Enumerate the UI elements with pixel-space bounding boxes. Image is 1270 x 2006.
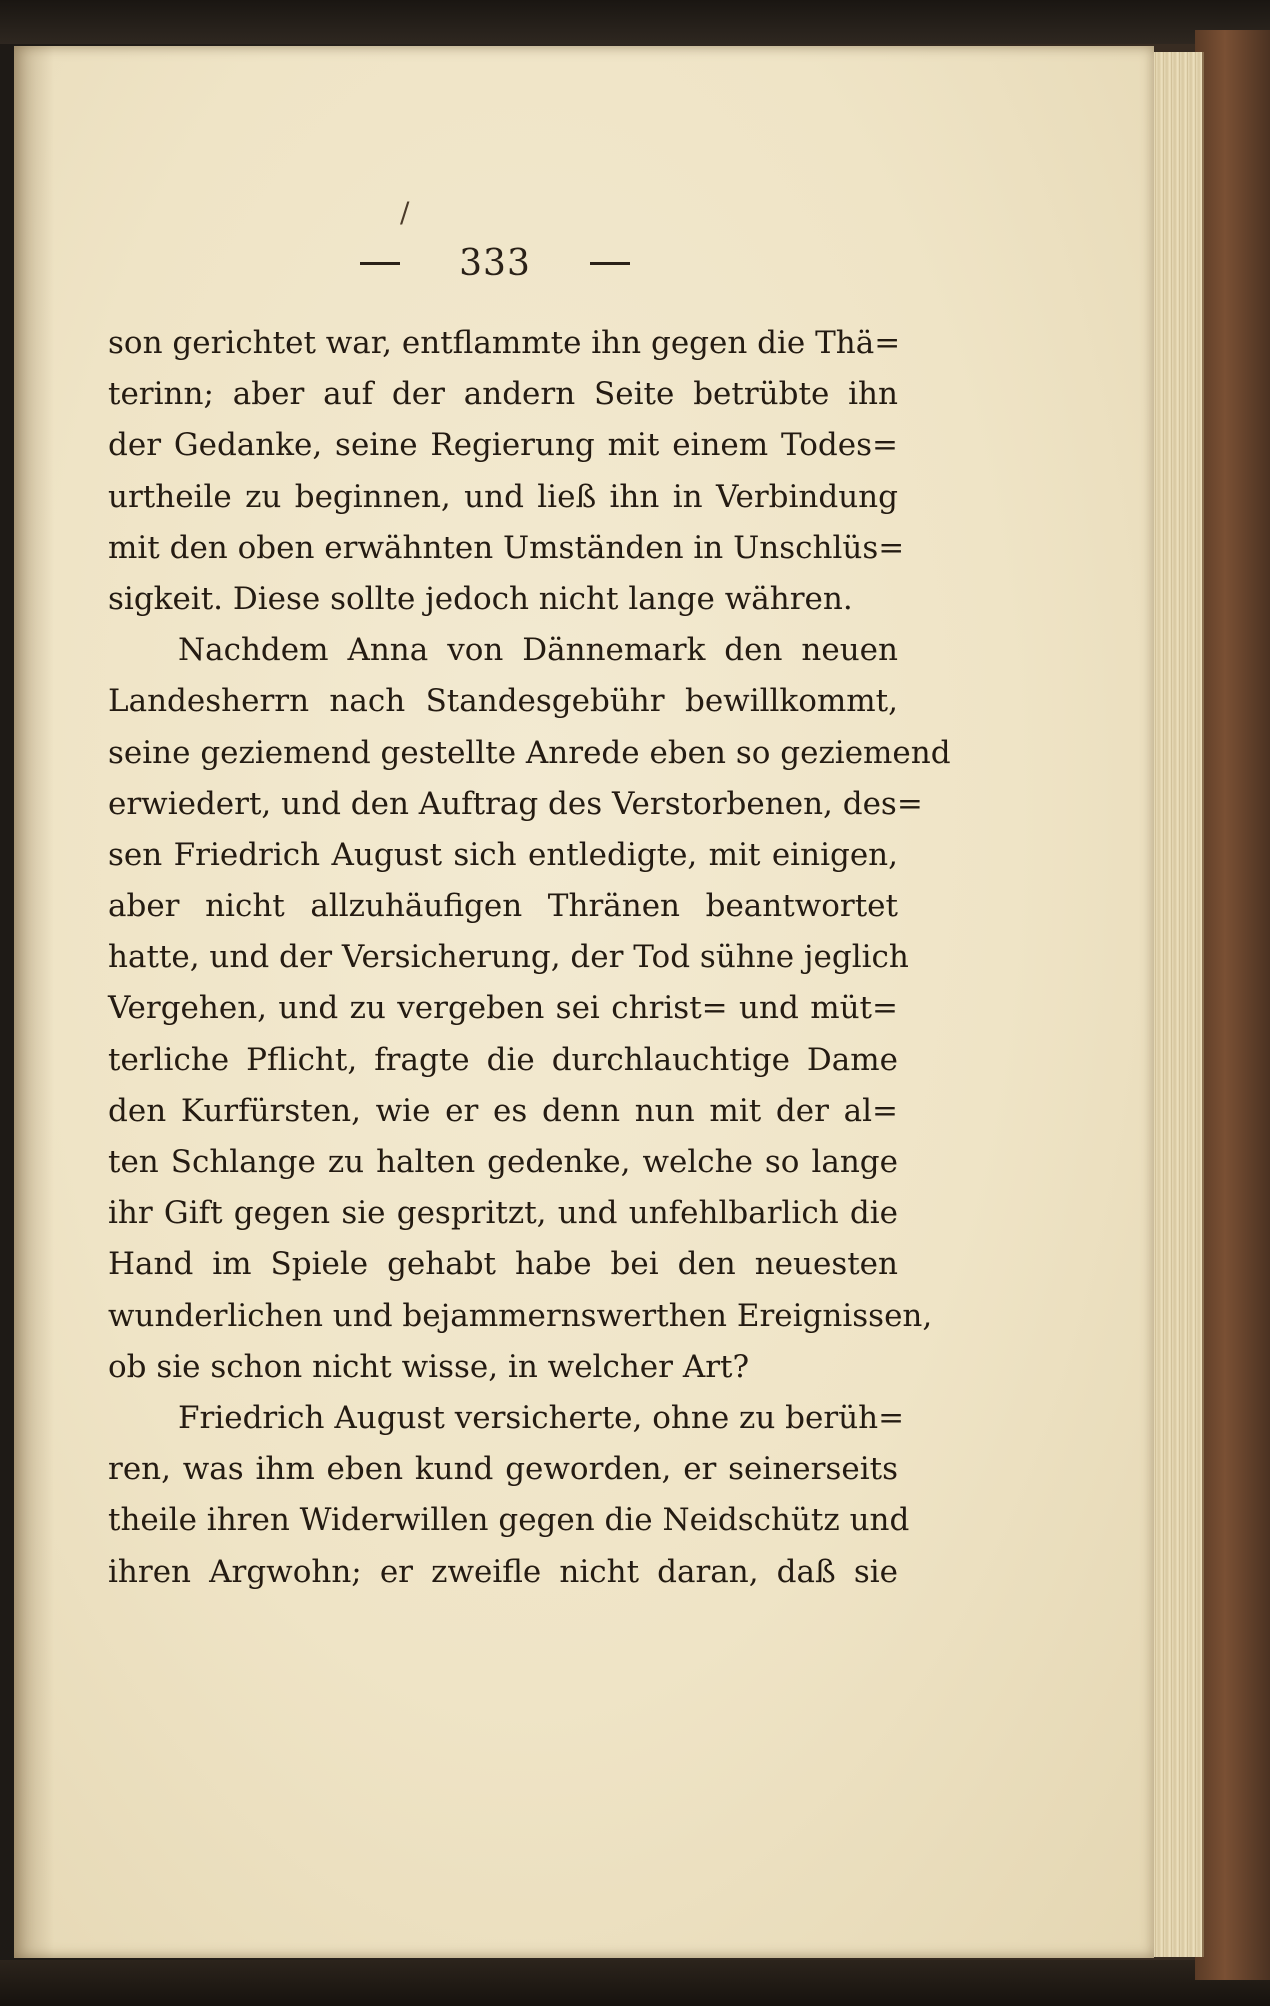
text-line: der Gedanke, seine Regierung mit einem Todes= — [108, 427, 898, 464]
text-line: aber nicht allzuhäufigen Thränen beantwortet — [108, 888, 898, 925]
page-number: 333 — [459, 242, 531, 284]
text-line: seine geziemend gestellte Anrede eben so geziemend — [108, 734, 951, 771]
text-line: wunderlichen und bejammernswerthen Ereignissen, — [108, 1297, 933, 1334]
text-line: mit den oben erwähnten Umständen in Unschlüs= — [108, 529, 905, 566]
gutter-shadow — [14, 46, 54, 1958]
text-line: Hand im Spiele gehabt habe bei den neuesten — [108, 1246, 898, 1283]
header-dash-left — [360, 262, 400, 265]
text-line: sen Friedrich August sich entledigte, mit einigen, — [108, 836, 898, 873]
text-line: hatte, und der Versicherung, der Tod sühne jeglich — [108, 939, 909, 976]
text-line: sigkeit. Diese sollte jedoch nicht lange währen. — [108, 580, 853, 617]
page-header — [360, 238, 630, 288]
text-line: Vergehen, und zu vergeben sei christ= und müt= — [108, 990, 898, 1027]
text-line: Landesherrn nach Standesgebühr bewillkommt, — [108, 683, 898, 720]
text-line: theile ihren Widerwillen gegen die Neidschütz und — [108, 1502, 910, 1539]
text-line: den Kurfürsten, wie er es denn nun mit der al= — [108, 1092, 898, 1129]
text-line: ihren Argwohn; er zweifle nicht daran, daß sie — [108, 1553, 898, 1590]
paragraph-start: Nachdem Anna von Dännemark den neuen — [178, 632, 898, 669]
binding-bottom-edge — [0, 1960, 1270, 2006]
text-line: urtheile zu beginnen, und ließ ihn in Verbindung — [108, 478, 898, 515]
text-line: ob sie schon nicht wisse, in welcher Art? — [108, 1348, 750, 1385]
text-line: erwiedert, und den Auftrag des Verstorbenen, des= — [108, 785, 923, 822]
binding-top-edge — [0, 0, 1270, 44]
stray-pen-mark: / — [400, 196, 410, 229]
text-line: ihr Gift gegen sie gespritzt, und unfehlbarlich die — [108, 1195, 898, 1232]
text-line: terliche Pflicht, fragte die durchlauchtige Dame — [108, 1041, 898, 1078]
paragraph-start: Friedrich August versicherte, ohne zu berüh= — [178, 1399, 905, 1436]
body-text — [108, 318, 951, 1598]
book-cover-edge — [1195, 30, 1270, 1980]
text-line: son gerichtet war, entflammte ihn gegen die Thä= — [108, 325, 901, 361]
text-line: ren, was ihm eben kund geworden, er seinerseits — [108, 1451, 898, 1488]
text-line: terinn; aber auf der andern Seite betrübte ihn — [108, 376, 898, 413]
header-dash-right — [590, 262, 630, 265]
text-line: ten Schlange zu halten gedenke, welche so lange — [108, 1144, 898, 1180]
